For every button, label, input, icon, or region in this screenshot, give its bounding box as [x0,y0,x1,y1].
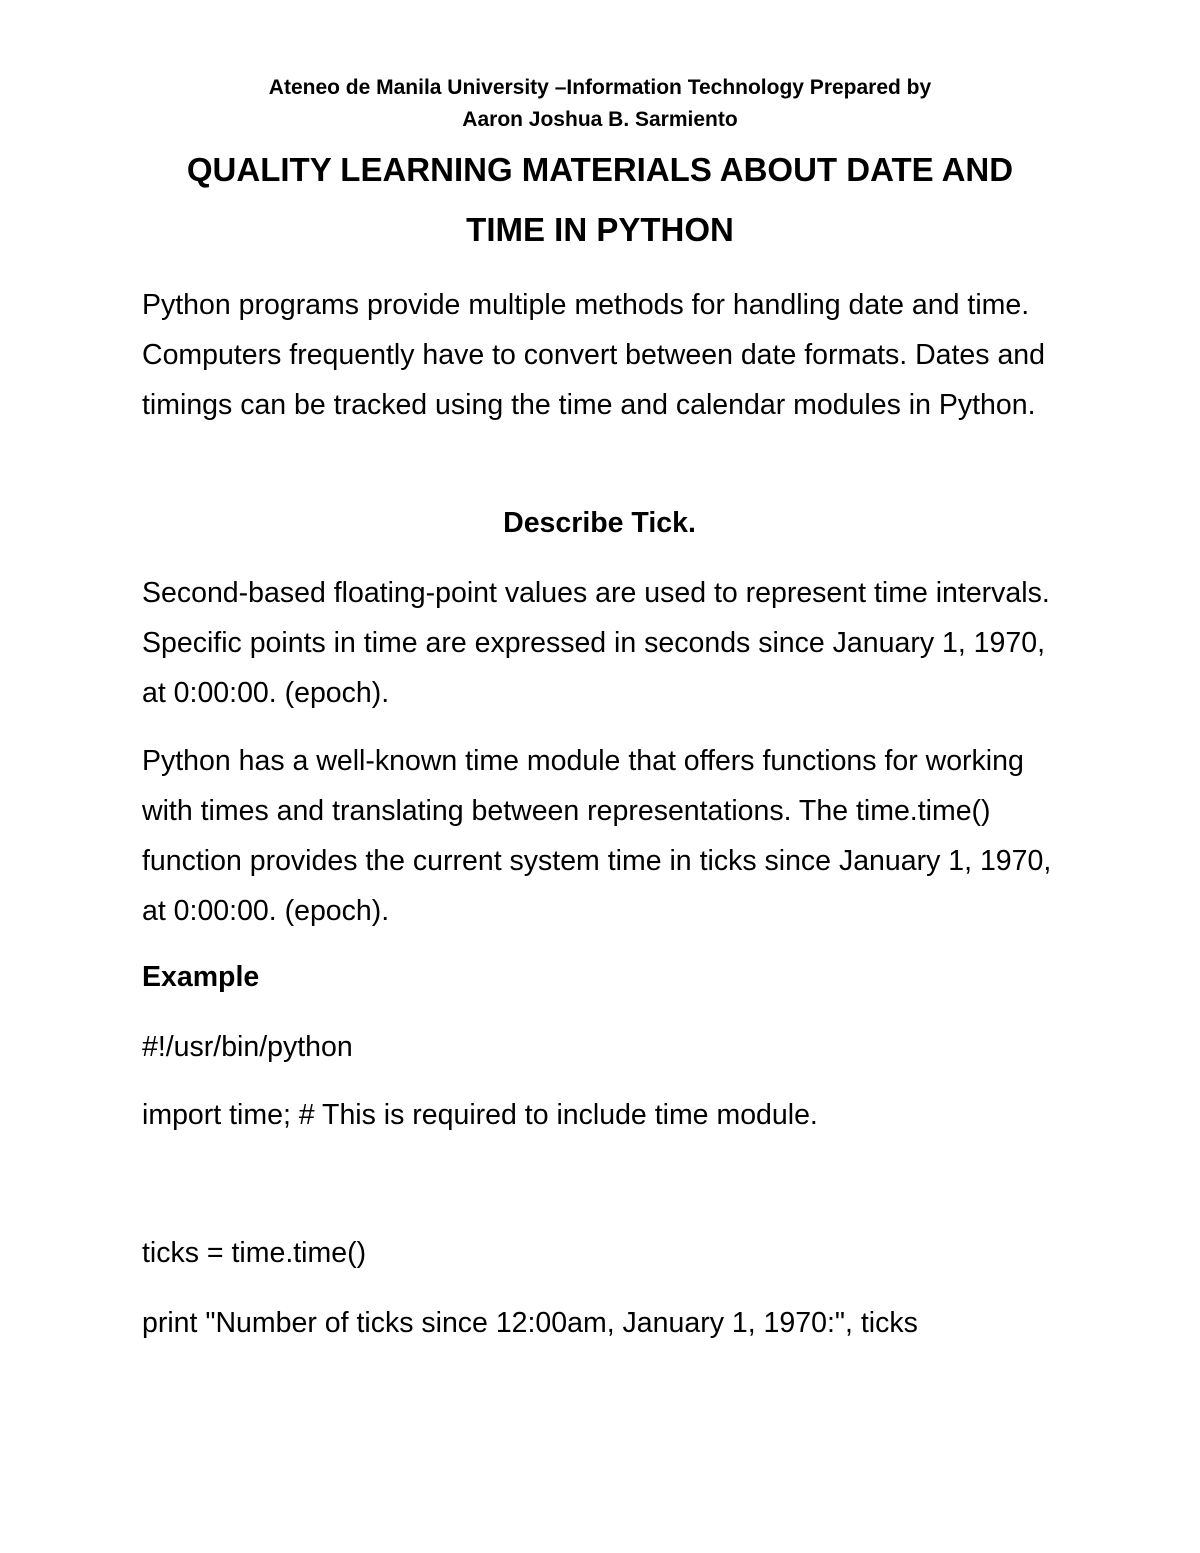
intro-paragraph: Python programs provide multiple methods for handling date and time. Computers frequently have to convert between date formats. Dates and timings can be tracked using the time and calendar modules in Python. [142,289,1045,421]
code-print-line: print "Number of ticks since 12:00am, January 1, 1970:", ticks [142,1307,918,1339]
code-ticks-line: ticks = time.time() [142,1237,367,1269]
tick-paragraph-2: Python has a well-known time module that offers functions for working with times and translating between representations. The time.time() function provides the current system time in ticks since January 1, 1970, at 0:00:00. (epoch). [142,745,1052,927]
tick-heading: Describe Tick. [503,507,696,539]
title-line-1: QUALITY LEARNING MATERIALS ABOUT DATE AND [186,151,1014,188]
document-header [200,72,1000,136]
tick-paragraph-1: Second-based floating-point values are used to represent time intervals. Specific points in time are expressed in seconds since January 1, 1970, at 0:00:00. (epoch). [142,577,1050,709]
title-line-2: TIME IN PYTHON [466,211,734,248]
header-line-2: Aaron Joshua B. Sarmiento [462,108,738,131]
example-heading: Example [142,961,260,993]
document-title [120,140,1080,260]
code-import-line: import time; # This is required to include time module. [142,1099,818,1131]
header-line-1: Ateneo de Manila University –Information Technology Prepared by [268,76,932,99]
code-shebang: #!/usr/bin/python [142,1031,353,1063]
